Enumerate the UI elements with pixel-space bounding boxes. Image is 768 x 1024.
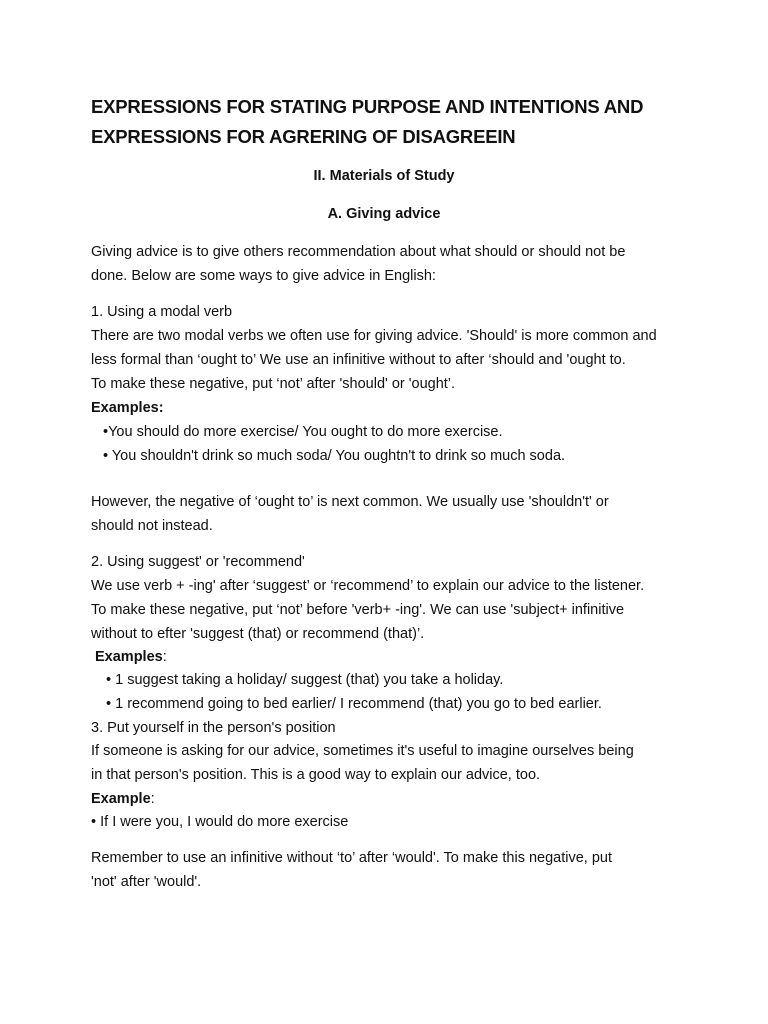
item3-example-1: • If I were you, I would do more exercise <box>91 814 349 830</box>
item1-examples-label: Examples: <box>91 400 164 416</box>
item3-line-1: If someone is asking for our advice, sometimes it's useful to imagine ourselves being <box>91 743 634 759</box>
item3-example-label-row <box>91 789 155 809</box>
item2-example-2: • 1 recommend going to bed earlier/ I recommend (that) you go to bed earlier. <box>106 696 602 712</box>
item1-line-1: There are two modal verbs we often use for giving advice. 'Should' is more common and <box>91 328 657 344</box>
section-heading: II. Materials of Study <box>313 168 455 184</box>
item1-note-line-2: should not instead. <box>91 518 213 534</box>
title-line-1: EXPRESSIONS FOR STATING PURPOSE AND INTENTIONS AND <box>91 96 644 117</box>
item1-line-2: less formal than ‘ought to’ We use an infinitive without to after ‘should and 'ought to. <box>91 352 626 368</box>
item2-example-1: • 1 suggest taking a holiday/ suggest (that) you take a holiday. <box>106 672 504 688</box>
item2-heading: 2. Using suggest' or 'recommend' <box>91 554 305 570</box>
item1-note-line-1: However, the negative of ‘ought to’ is next common. We usually use 'shouldn't' or <box>91 494 609 510</box>
item1-example-2: • You shouldn't drink so much soda/ You oughtn't to drink so much soda. <box>103 448 566 464</box>
section-subheading: A. Giving advice <box>327 206 441 222</box>
title-line-2: EXPRESSIONS FOR AGRERING OF DISAGREEIN <box>91 126 516 147</box>
item1-heading: 1. Using a modal verb <box>91 304 233 320</box>
item3-example-label: Example <box>91 791 151 807</box>
item3-example-colon: : <box>150 791 155 807</box>
intro-line-1: Giving advice is to give others recommendation about what should or should not be <box>91 244 626 260</box>
item3-line-2: in that person's position. This is a good way to explain our advice, too. <box>91 767 541 783</box>
item2-line-3: without to efter 'suggest (that) or recommend (that)’. <box>91 626 425 642</box>
item2-line-1: We use verb + -ing' after ‘suggest’ or ‘recommend’ to explain our advice to the listener. <box>91 578 645 594</box>
item1-line-3: To make these negative, put ‘not’ after 'should' or 'ought’. <box>91 376 456 392</box>
item2-line-2: To make these negative, put ‘not’ before 'verb+ -ing'. We can use 'subject+ infinitive <box>91 602 625 618</box>
item2-examples-label: Examples <box>95 649 163 665</box>
intro-line-2: done. Below are some ways to give advice in English: <box>91 268 436 284</box>
item2-examples-label-row <box>95 647 167 667</box>
item1-example-1: •You should do more exercise/ You ought to do more exercise. <box>103 424 503 440</box>
item3-note-line-2: 'not' after 'would'. <box>91 874 202 890</box>
document-title <box>91 92 711 152</box>
item2-examples-colon: : <box>162 649 167 665</box>
item3-heading: 3. Put yourself in the person's position <box>91 720 336 736</box>
item3-note-line-1: Remember to use an infinitive without ‘to’ after ‘would'. To make this negative, put <box>91 850 613 866</box>
